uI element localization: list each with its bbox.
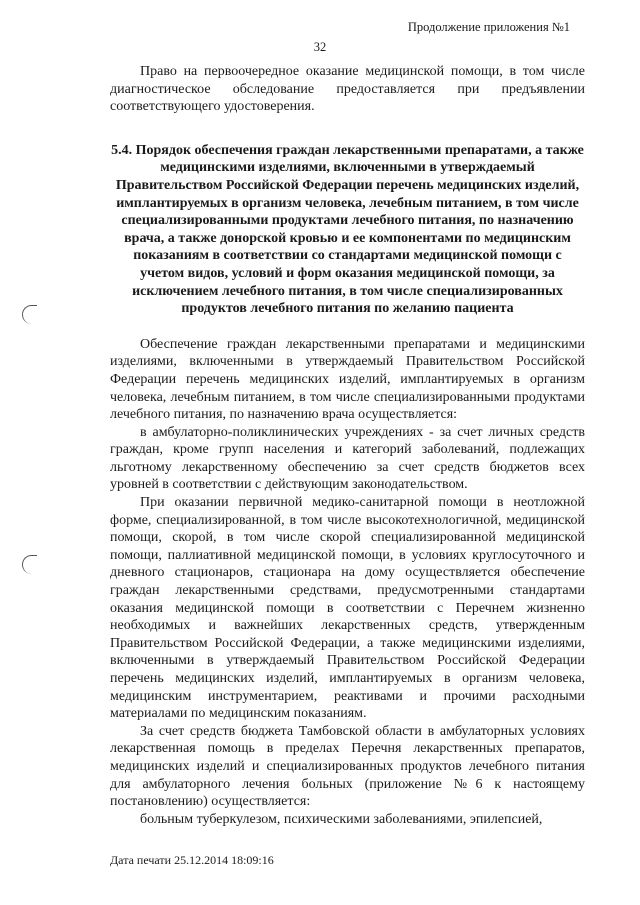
- paragraph-priority-care: Право на первоочередное оказание медицинской помощи, в том числе диагностическое обследование предоставляется при предъявлении соответствующего удостоверения.: [110, 64, 585, 115]
- page-number: 32: [313, 40, 327, 54]
- print-date: Дата печати 25.12.2014 18:09:16: [110, 853, 274, 867]
- margin-mark: [22, 555, 37, 574]
- paragraph-outpatient: в амбулаторно-поликлинических учреждениях - за счет личных средств граждан, кроме групп населения и категорий заболеваний, подлежащих льготному лекарственному обеспечению за счет средств бюджетов всех уровней в соответствии с действующим законодательством.: [110, 424, 585, 493]
- paragraph-tambov-budget: За счет средств бюджета Тамбовской области в амбулаторных условиях лекарственная помощь в пределах Перечня лекарственных препаратов, медицинских изделий и специализированных продуктов лечебного питания для амбулаторного лечения больных (приложение №6 к настоящему постановлению) осуществляется:: [110, 723, 585, 810]
- paragraph-patient-groups: больным туберкулезом, психическими заболеваниями, эпилепсией,: [140, 811, 543, 827]
- paragraph-supply-intro: Обеспечение граждан лекарственными препаратами и медицинскими изделиями, включенными в утверждаемый Правительством Российской Федерации перечень медицинских изделий, имплантируемых в организм человека, лечебным питанием, в том числе специализированными продуктами лечебного питания, по назначению врача осуществляется:: [110, 336, 585, 423]
- section-heading-5-4: 5.4. Порядок обеспечения граждан лекарственными препаратами, а также медицинскими изделиями, включенными в утверждаемый Правительством Российской Федерации перечень медицинских изделий, имплантируемых в организм человека, лечебным питанием, в том числе специализированными продуктами лечебного питания, по назначению врача, а также донорской кровью и ее компонентами по медицинским показаниям в соответствии со стандартами медицинской помощи с учетом видов, условий и форм оказания медицинской помощи, за исключением лечебного питания, в том числе специализированных продуктов лечебного питания по желанию пациента: [111, 142, 584, 317]
- paragraph-primary-care: При оказании первичной медико-санитарной помощи в неотложной форме, специализированной, в том числе высокотехнологичной, медицинской помощи, скорой, в том числе скорой специализированной медицинской помощи, паллиативной медицинской помощи, в условиях круглосуточного и дневного стационаров, стационара на дому осуществляется обеспечение граждан лекарственными средствами, предусмотренными стандартами оказания медицинской помощи в соответствии с Перечнем жизненно необходимых и важнейших лекарственных средств, утвержденным Правительством Российской Федерации, а также медицинскими изделиями, включенными в утверждаемый Правительством Российской Федерации перечень медицинских изделий, имплантируемых в организм человека, медицинским инструментарием, реактивами и прочими расходными материалами по медицинским показаниям.: [110, 495, 585, 722]
- appendix-continuation-note: Продолжение приложения №1: [407, 20, 570, 34]
- document-body: [110, 63, 585, 828]
- margin-mark: [22, 305, 37, 324]
